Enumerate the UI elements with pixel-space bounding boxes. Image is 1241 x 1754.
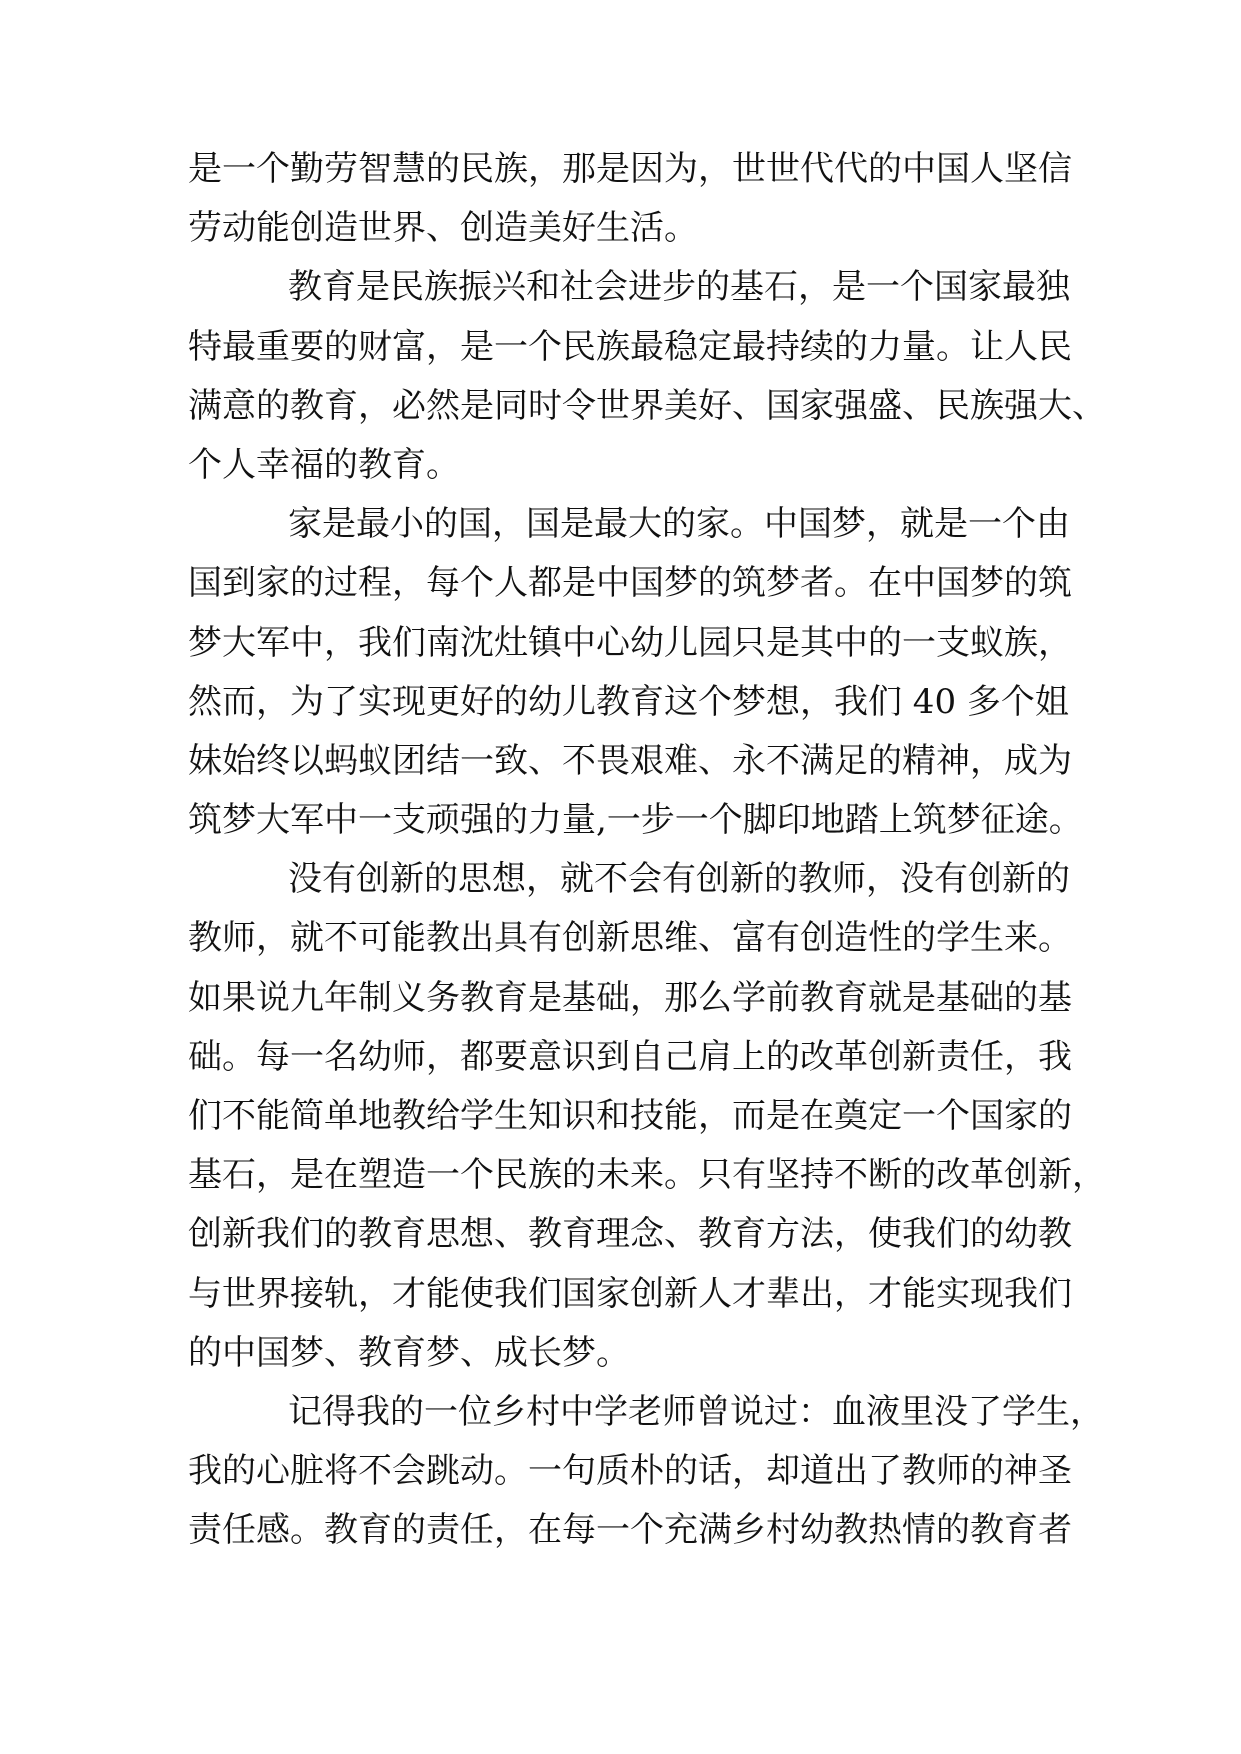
text-line: 责任感。教育的责任，在每一个充满乡村幼教热情的教育者 [188, 1510, 1072, 1551]
paragraph-first-line: 家是最小的国，国是最大的家。中国梦，就是一个由 [288, 504, 1070, 545]
text-line: 如果说九年制义务教育是基础，那么学前教育就是基础的基 [188, 977, 1072, 1018]
text-line: 是一个勤劳智慧的民族，那是因为，世世代代的中国人坚信 [188, 149, 1072, 189]
text-line: 创新我们的教育思想、教育理念、教育方法，使我们的幼教 [188, 1214, 1072, 1255]
text-line: 础。每一名幼师，都要意识到自己肩上的改革创新责任，我 [188, 1036, 1072, 1077]
text-line: 特最重要的财富，是一个民族最稳定最持续的力量。让人民 [188, 326, 1072, 367]
text-line: 梦大军中，我们南沈灶镇中心幼儿园只是其中的一支蚁族， [188, 622, 1072, 663]
paragraph-first-line: 记得我的一位乡村中学老师曾说过：血液里没了学生， [288, 1391, 1104, 1432]
text-line: 们不能简单地教给学生知识和技能，而是在奠定一个国家的 [188, 1096, 1072, 1136]
text-line: 满意的教育，必然是同时令世界美好、国家强盛、民族强大、 [188, 385, 1106, 426]
text-line: 基石，是在塑造一个民族的未来。只有坚持不断的改革创新， [188, 1155, 1106, 1196]
text-line: 我的心脏将不会跳动。一句质朴的话，却道出了教师的神圣 [188, 1451, 1072, 1492]
text-line: 个人幸福的教育。 [188, 444, 460, 485]
text-line: 国到家的过程，每个人都是中国梦的筑梦者。在中国梦的筑 [188, 563, 1072, 604]
paragraph-first-line: 教育是民族振兴和社会进步的基石，是一个国家最独 [288, 267, 1070, 308]
body-text [188, 140, 1106, 1561]
text-line: 与世界接轨，才能使我们国家创新人才辈出，才能实现我们 [188, 1273, 1072, 1314]
text-line: 劳动能创造世界、创造美好生活。 [188, 208, 698, 249]
text-line: 妹始终以蚂蚁团结一致、不畏艰难、永不满足的精神，成为 [188, 740, 1072, 781]
paragraph-first-line: 没有创新的思想，就不会有创新的教师，没有创新的 [288, 859, 1070, 900]
text-line: 筑梦大军中一支顽强的力量,一步一个脚印地踏上筑梦征途。 [188, 800, 1083, 841]
text-line: 的中国梦、教育梦、成长梦。 [188, 1332, 630, 1373]
text-line: 然而，为了实现更好的幼儿教育这个梦想，我们 40 多个姐 [188, 681, 1069, 722]
text-line: 教师，就不可能教出具有创新思维、富有创造性的学生来。 [188, 918, 1072, 959]
